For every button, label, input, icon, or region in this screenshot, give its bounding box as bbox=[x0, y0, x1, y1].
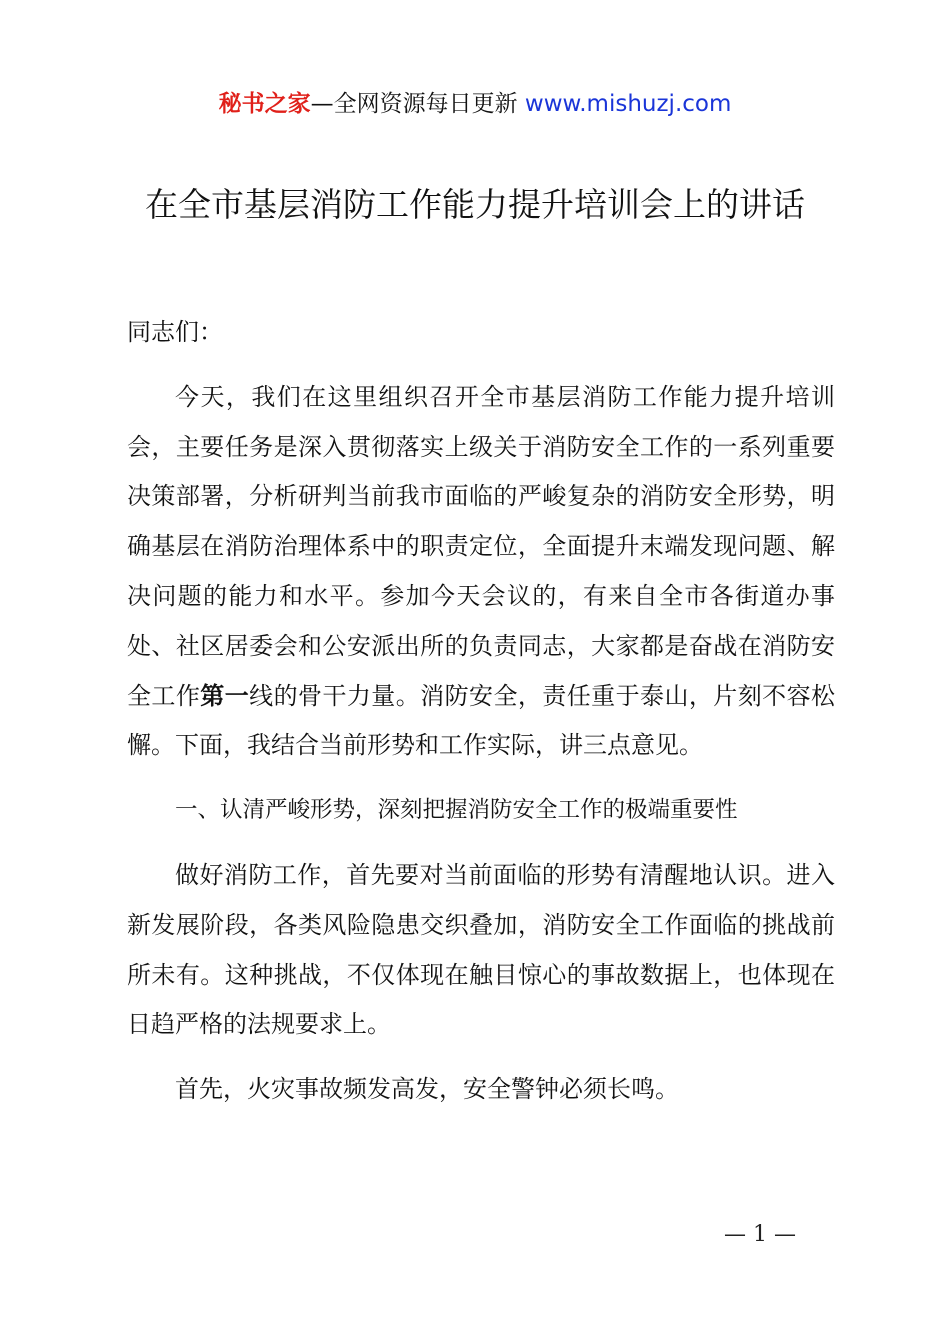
section-1-paragraph: 做好消防工作，首先要对当前面临的形势有清醒地认识。进入新发展阶段，各类风险隐患交织叠加，消防安全工作面临的挑战前所未有。这种挑战，不仅体现在触目惊心的事故数据上，也体现在日趋严格的法规要求上。 bbox=[127, 860, 835, 1039]
point-1-paragraph: 首先，火灾事故频发高发，安全警钟必须长鸣。 bbox=[175, 1075, 679, 1104]
document-title: 在全市基层消防工作能力提升培训会上的讲话 bbox=[145, 185, 805, 224]
intro-paragraph bbox=[127, 373, 835, 771]
intro-text-part2: 线的骨干力量。消防安全，责任重于泰山，片刻不容松懈。下面，我结合当前形势和工作实际，讲三点意见。 bbox=[127, 681, 836, 760]
header-tagline: —全网资源每日更新 bbox=[310, 91, 525, 117]
salutation: 同志们： bbox=[127, 318, 223, 346]
site-header bbox=[0, 86, 950, 122]
page-number: — 1 — bbox=[724, 1222, 796, 1247]
intro-text-part1: 今天，我们在这里组织召开全市基层消防工作能力提升培训会，主要任务是深入贯彻落实上级关于消防安全工作的一系列重要决策部署，分析研判当前我市面临的严峻复杂的消防安全形势，明确基层在消防治理体系中的职责定位，全面提升末端发现问题、解决问题的能力和水平。参加今天会议的，有来自全市各街道办事处、社区居委会和公安派出所的负责同志，大家都是奋战在消防安全工作 bbox=[127, 382, 835, 710]
site-url-link[interactable]: www.mishuzj.com bbox=[524, 91, 732, 117]
section-1-heading: 一、认清严峻形势，深刻把握消防安全工作的极端重要性 bbox=[175, 797, 738, 824]
brand-name: 秘书之家 bbox=[218, 91, 311, 117]
intro-bold-text: 第一 bbox=[200, 681, 250, 710]
document-body bbox=[127, 308, 835, 1115]
